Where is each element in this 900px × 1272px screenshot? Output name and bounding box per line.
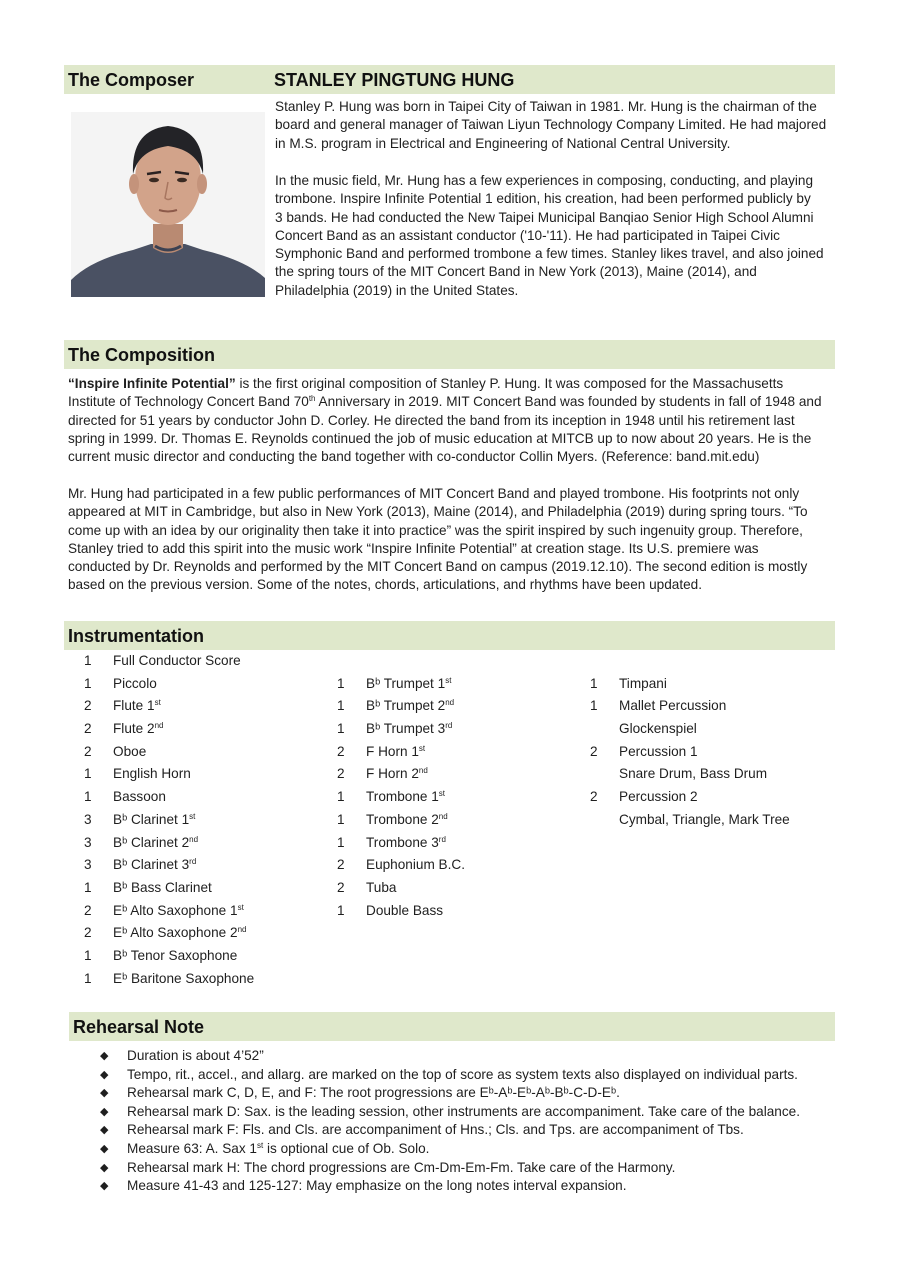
instrument-qty: 1 xyxy=(337,811,345,827)
composition-header-band xyxy=(64,340,835,369)
instrument-name: Glockenspiel xyxy=(619,721,697,737)
instrument-qty: 1 xyxy=(84,947,92,963)
composer-section-title: The Composer xyxy=(68,70,195,90)
rehearsal-note: ◆ Measure 41-43 and 125-127: May emphasize on the long notes interval expansion. xyxy=(100,1177,800,1196)
instrument-name: Euphonium B.C. xyxy=(366,857,465,873)
rehearsal-note: ◆ Rehearsal mark C, D, E, and F: The root progressions are Eᵇ-Aᵇ-Eᵇ-Aᵇ-Bᵇ-C-D-Eᵇ. xyxy=(100,1084,800,1103)
instrument-name: Percussion 1 xyxy=(619,743,698,759)
instrument-qty: 2 xyxy=(337,857,345,873)
rehearsal-note: ◆ Duration is about 4’52” xyxy=(100,1047,800,1066)
instrumentation-section-title: Instrumentation xyxy=(68,626,205,646)
instrument-name: Mallet Percussion xyxy=(619,698,727,714)
rehearsal-note: ◆ Rehearsal mark H: The chord progressions are Cm-Dm-Em-Fm. Take care of the Harmony. xyxy=(100,1159,800,1178)
instrument-qty: 1 xyxy=(337,675,345,691)
instrument-name: Bᵇ Bass Clarinet xyxy=(113,879,212,895)
instrument-qty: 2 xyxy=(337,766,345,782)
instrument-qty: 2 xyxy=(590,789,598,805)
instrument-qty: 2 xyxy=(84,902,92,918)
instrument-qty: 2 xyxy=(337,743,345,759)
instrument-name: Bᵇ Clarinet 3rd xyxy=(113,857,197,873)
instrument-name: English Horn xyxy=(113,766,191,782)
instrument-qty: 1 xyxy=(337,834,345,850)
composition-work-title: “Inspire Infinite Potential” xyxy=(68,376,236,391)
instrument-qty: 1 xyxy=(84,970,92,986)
composition-paragraph-1 xyxy=(68,375,822,466)
diamond-bullet-icon: ◆ xyxy=(100,1142,109,1155)
instrument-name: F Horn 1st xyxy=(366,743,426,759)
instrument-qty: 1 xyxy=(84,653,92,668)
instrument-qty: 3 xyxy=(84,811,92,827)
instrument-qty: 1 xyxy=(84,766,92,782)
diamond-bullet-icon: ◆ xyxy=(100,1068,109,1081)
diamond-bullet-icon: ◆ xyxy=(100,1050,109,1062)
instrument-name: Bᵇ Clarinet 2nd xyxy=(113,834,199,850)
instrument-qty: 1 xyxy=(84,879,92,895)
instrument-qty: 1 xyxy=(590,675,598,691)
instrument-qty: 1 xyxy=(590,698,598,714)
rehearsal-note: ◆ Tempo, rit., accel., and allarg. are marked on the top of score as system texts also displayed on individual parts. xyxy=(100,1066,800,1085)
diamond-bullet-icon: ◆ xyxy=(100,1087,109,1100)
instrument-name: Trombone 2nd xyxy=(366,811,448,827)
instrument-name: Bassoon xyxy=(113,789,166,805)
diamond-bullet-icon: ◆ xyxy=(100,1161,109,1174)
instrument-qty: 1 xyxy=(337,721,345,737)
diamond-bullet-icon: ◆ xyxy=(100,1124,109,1137)
instrument-qty: 1 xyxy=(337,698,345,714)
rehearsal-note: ◆ Rehearsal mark F: Fls. and Cls. are accompaniment of Hns.; Cls. and Tps. are accompaniment of Tbs. xyxy=(100,1121,800,1140)
instrument-name: Tuba xyxy=(366,879,397,895)
instrument-name: Percussion 2 xyxy=(619,789,698,805)
instrument-name: Flute 1st xyxy=(113,698,161,714)
instrument-qty: 1 xyxy=(337,789,345,805)
instrument-name: Bᵇ Trumpet 3rd xyxy=(366,721,453,737)
instrument-name: Piccolo xyxy=(113,675,157,691)
composer-bio-paragraph-1: Stanley P. Hung was born in Taipei City of Taiwan in 1981. Mr. Hung is the chairman of the board and general manager of Taiwan Liyun Technology Company Limited. He had majored in M.S. program in Electrical and Engineering of National Central University. xyxy=(275,99,827,151)
instrument-name: Full Conductor Score xyxy=(113,653,241,668)
instrument-qty: 1 xyxy=(84,675,92,691)
composer-bio-paragraph-2: In the music field, Mr. Hung has a few experiences in composing, conducting, and playing trombone. Inspire Infinite Potential 1 edition, his creation, had been performed publicly by 3 bands. He had conducted the New Taipei Municipal Banqiao Senior High School Alumni Concert Band as an assistant conductor ('10-'11). He had participated in Taipei Civic Symphonic Band and performed trombone a few times. Stanley likes travel, and also joined the spring tours of the MIT Concert Band in New York (2013), Maine (2014), and Philadelphia (2019) in the United States. xyxy=(275,173,824,298)
instrument-name: F Horn 2nd xyxy=(366,766,428,782)
instrument-qty: 2 xyxy=(337,879,345,895)
instrument-name: Flute 2nd xyxy=(113,721,164,737)
instrument-name: Oboe xyxy=(113,743,147,759)
composition-section-title: The Composition xyxy=(68,345,215,365)
rehearsal-note: ◆ Rehearsal mark D: Sax. is the leading session, other instruments are accompaniment. Take care of the balance. xyxy=(100,1103,800,1122)
instrument-name: Eᵇ Alto Saxophone 1st xyxy=(113,902,244,918)
instrument-name: Timpani xyxy=(619,675,667,691)
instrument-qty: 3 xyxy=(84,857,92,873)
composition-p1-text-b: Anniversary in 2019. MIT Concert Band was founded by students in fall of 1948 and directed for 51 years by conductor John D. Corley. He directed the band from its inception in 1948 until his retirement last spring in 1999. Dr. Thomas E. Reynolds continued the job of music education at MITCB up to now about 20 years. He is the current music director and conducting the band together with co-conductor Collin Myers. (Reference: band.mit.edu) xyxy=(68,394,822,465)
instrument-name: Double Bass xyxy=(366,902,444,918)
rehearsal-section-title: Rehearsal Note xyxy=(73,1017,205,1037)
diamond-bullet-icon: ◆ xyxy=(100,1105,109,1118)
composer-header-band xyxy=(64,65,835,94)
instrument-name: Snare Drum, Bass Drum xyxy=(619,766,768,782)
diamond-bullet-icon: ◆ xyxy=(100,1180,109,1193)
instrumentation-header-band xyxy=(64,621,835,650)
instrument-qty: 2 xyxy=(590,743,598,759)
composition-p1-text-a: is the first original composition of Stanley P. Hung. It was composed for the Massachusetts Institute of Technology Concert Band 70 xyxy=(68,376,784,410)
instrument-name: Trombone 3rd xyxy=(366,834,446,850)
rehearsal-header-band xyxy=(69,1012,835,1041)
instrument-name: Bᵇ Trumpet 2nd xyxy=(366,698,455,714)
instrument-name: Bᵇ Tenor Saxophone xyxy=(113,947,238,963)
instrument-qty: 2 xyxy=(84,743,92,759)
instrument-name: Cymbal, Triangle, Mark Tree xyxy=(619,811,790,827)
rehearsal-note: ◆ Measure 63: A. Sax 1st is optional cue of Ob. Solo. xyxy=(100,1140,800,1159)
instrument-qty: 3 xyxy=(84,834,92,850)
composer-name: STANLEY PINGTUNG HUNG xyxy=(274,70,515,90)
instrument-name: Eᵇ Alto Saxophone 2nd xyxy=(113,925,247,941)
instrument-qty: 2 xyxy=(84,698,92,714)
instrument-qty: 2 xyxy=(84,925,92,941)
instrument-name: Bᵇ Clarinet 1st xyxy=(113,811,196,827)
instrument-qty: 2 xyxy=(84,721,92,737)
instrument-qty: 1 xyxy=(337,902,345,918)
composer-portrait xyxy=(71,112,265,297)
instrument-name: Eᵇ Baritone Saxophone xyxy=(113,970,255,986)
composition-p1-sup: th xyxy=(308,394,316,404)
instrument-qty: 1 xyxy=(84,789,92,805)
instrument-name: Trombone 1st xyxy=(366,789,446,805)
rehearsal-notes-list xyxy=(100,1047,800,1196)
instrument-name: Bᵇ Trumpet 1st xyxy=(366,675,452,691)
composition-paragraph-2: Mr. Hung had participated in a few public performances of MIT Concert Band and played trombone. His footprints not only appeared at MIT in Cambridge, but also in New York (2013), Maine (2014), and Philadelphia (2019) during spring tours. “To come up with an idea by our originality then take it into practice” was the spirit inspired by such ingenuity group. Therefore, Stanley tried to add this spirit into the music work “Inspire Infinite Potential” at creation stage. Its U.S. premiere was conducted by Dr. Reynolds and performed by the MIT Concert Band on campus (2019.12.10). The second edition is mostly based on the previous version. Some of the notes, chords, articulations, and rhythms have been updated. xyxy=(68,486,808,593)
